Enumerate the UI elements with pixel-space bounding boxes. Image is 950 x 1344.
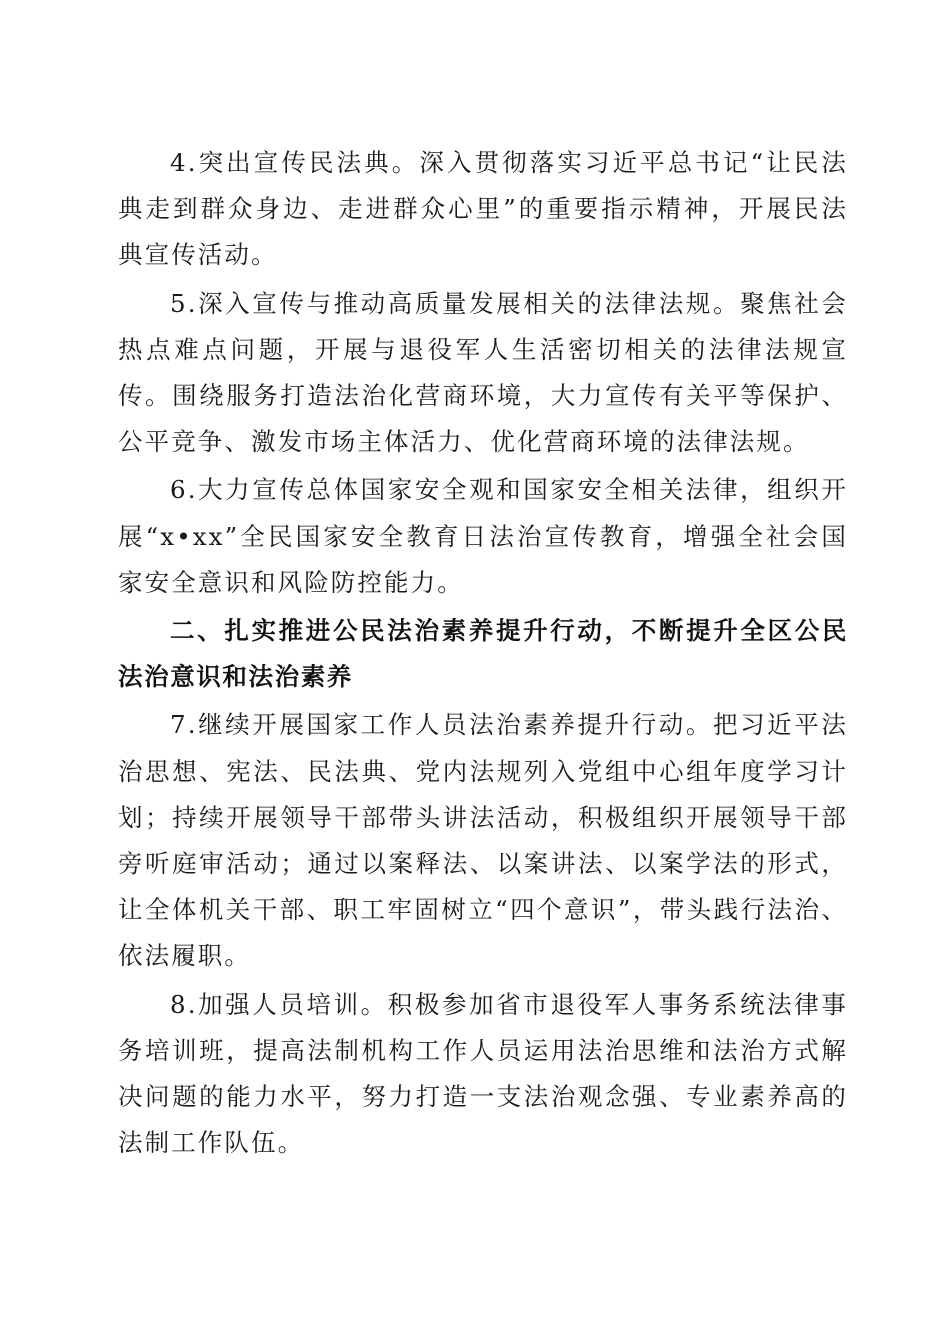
section-heading-2: 二、扎实推进公民法治素养提升行动，不断提升全区公民法治意识和法治素养: [118, 616, 848, 692]
paragraph-item-7: 7.继续开展国家工作人员法治素养提升行动。把习近平法治思想、宪法、民法典、党内法规列入党组中心组年度学习计划；持续开展领导干部带头讲法活动，积极组织开展领导干部旁听庭审活动；通过以案释法、以案讲法、以案学法的形式，让全体机关干部、职工牢固树立“四个意识”，带头践行法治、依法履职。: [118, 710, 848, 971]
paragraph-item-4: 4.突出宣传民法典。深入贯彻落实习近平总书记“让民法典走到群众身边、走进群众心里”的重要指示精神，开展民法典宣传活动。: [118, 148, 848, 270]
paragraph-item-8: 8.加强人员培训。积极参加省市退役军人事务系统法律事务培训班，提高法制机构工作人员运用法治思维和法治方式解决问题的能力水平，努力打造一支法治观念强、专业素养高的法制工作队伍。: [118, 989, 848, 1158]
paragraph-item-6: 6.大力宣传总体国家安全观和国家安全相关法律，组织开展“x•xx”全民国家安全教育日法治宣传教育，增强全社会国家安全意识和风险防控能力。: [118, 475, 848, 597]
document-body: [118, 140, 848, 1166]
paragraph-item-5: 5.深入宣传与推动高质量发展相关的法律法规。聚焦社会热点难点问题，开展与退役军人生活密切相关的法律法规宣传。围绕服务打造法治化营商环境，大力宣传有关平等保护、公平竞争、激发市场主体活力、优化营商环境的法律法规。: [118, 288, 848, 457]
